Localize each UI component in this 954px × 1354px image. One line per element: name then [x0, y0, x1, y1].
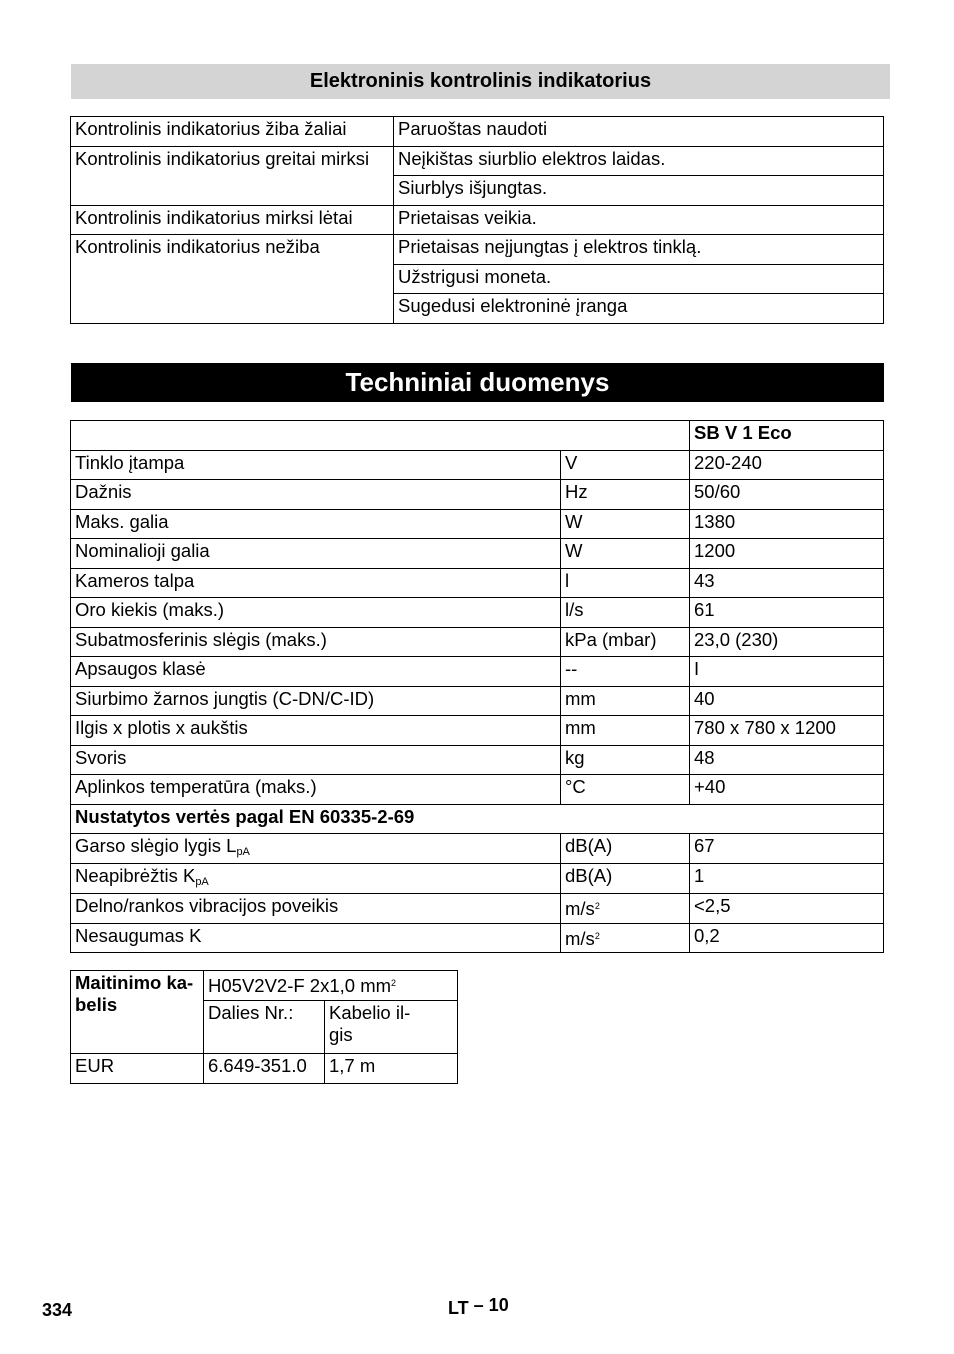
indicator-state: Kontrolinis indikatorius nežiba [71, 235, 394, 324]
indicator-meaning: Sugedusi elektroninė įranga [394, 294, 884, 324]
param-unit: W [561, 509, 690, 539]
param-name: Kameros talpa [71, 568, 561, 598]
part-number-header: Dalies Nr.: [204, 1001, 325, 1054]
table-row [71, 480, 884, 510]
tech-data-table [70, 420, 884, 953]
indicator-meaning: Užstrigusi moneta. [394, 264, 884, 294]
indicator-meaning: Siurblys išjungtas. [394, 176, 884, 206]
cable-region: EUR [71, 1054, 204, 1084]
tech-section-title: Techniniai duomenys [71, 363, 884, 402]
param-value: 0,2 [690, 923, 884, 953]
table-row [71, 235, 884, 265]
table-subheading-row [71, 804, 884, 834]
param-name: Aplinkos temperatūra (maks.) [71, 775, 561, 805]
param-unit: $m/s^2$ [561, 894, 690, 924]
param-unit: l [561, 568, 690, 598]
param-value: +40 [690, 775, 884, 805]
param-unit: Hz [561, 480, 690, 510]
param-value: I [690, 657, 884, 687]
param-unit: dB(A) [561, 834, 690, 864]
model-name: SB V 1 Eco [690, 421, 884, 451]
indicator-state: Kontrolinis indikatorius mirksi lėtai [71, 205, 394, 235]
param-name: Siurbimo žarnos jungtis (C-DN/C-ID) [71, 686, 561, 716]
en-standard-heading: Nustatytos vertės pagal EN 60335-2-69 [71, 804, 884, 834]
page-number: 334 [42, 1300, 73, 1320]
table-row [71, 117, 884, 147]
table-row [71, 539, 884, 569]
param-value: <2,5 [690, 894, 884, 924]
indicator-meaning: Neįkištas siurblio elektros laidas. [394, 146, 884, 176]
param-value: 1380 [690, 509, 884, 539]
indicator-state: Kontrolinis indikatorius žiba žaliai [71, 117, 394, 147]
table-header-row [71, 421, 884, 451]
table-row [71, 834, 884, 864]
table-row [71, 205, 884, 235]
table-row [71, 894, 884, 924]
param-unit: -- [561, 657, 690, 687]
indicator-meaning: Paruoštas naudoti [394, 117, 884, 147]
param-unit: W [561, 539, 690, 569]
param-name: Svoris [71, 745, 561, 775]
cable-type: H05V2V2-F 2x1,0 $mm^2$ [204, 971, 458, 1001]
param-name: Ilgis x plotis x aukštis [71, 716, 561, 746]
param-name: Garso slėgio lygis $L_{pA}$ [71, 834, 561, 864]
table-row [71, 971, 458, 1001]
param-name: Delno/rankos vibracijos poveikis [71, 894, 561, 924]
language-page-label: LT – 10 [448, 1295, 509, 1318]
param-value: 23,0 (230) [690, 627, 884, 657]
indicator-state: Kontrolinis indikatorius greitai mirksi [71, 146, 394, 205]
indicator-meaning: Prietaisas neįjungtas į elektros tinklą. [394, 235, 884, 265]
param-name: Nesaugumas K [71, 923, 561, 953]
cable-length-header: Kabelio il- gis [325, 1001, 458, 1054]
param-unit: kPa (mbar) [561, 627, 690, 657]
table-row [71, 509, 884, 539]
param-unit: °C [561, 775, 690, 805]
param-value: 50/60 [690, 480, 884, 510]
param-name: Apsaugos klasė [71, 657, 561, 687]
table-row [71, 745, 884, 775]
table-row [71, 864, 884, 894]
param-unit: l/s [561, 598, 690, 628]
indicator-meaning: Prietaisas veikia. [394, 205, 884, 235]
table-row [71, 598, 884, 628]
param-value: 780 x 780 x 1200 [690, 716, 884, 746]
power-cable-table [70, 970, 458, 1084]
param-value: 43 [690, 568, 884, 598]
param-value: 1200 [690, 539, 884, 569]
cable-label: Maitinimo ka- belis [71, 971, 204, 1054]
empty-header-cell [71, 421, 690, 451]
table-row [71, 627, 884, 657]
cable-part-number: 6.649-351.0 [204, 1054, 325, 1084]
param-unit: dB(A) [561, 864, 690, 894]
param-name: Subatmosferinis slėgis (maks.) [71, 627, 561, 657]
param-unit: mm [561, 686, 690, 716]
param-unit: kg [561, 745, 690, 775]
param-value: 61 [690, 598, 884, 628]
param-unit: V [561, 450, 690, 480]
param-name: Tinklo įtampa [71, 450, 561, 480]
param-name: Oro kiekis (maks.) [71, 598, 561, 628]
table-row [71, 146, 884, 176]
param-unit: mm [561, 716, 690, 746]
param-value: 220-240 [690, 450, 884, 480]
table-row [71, 686, 884, 716]
param-name: Dažnis [71, 480, 561, 510]
param-value: 1 [690, 864, 884, 894]
table-row [71, 1054, 458, 1084]
indicator-section-title: Elektroninis kontrolinis indikatorius [71, 64, 890, 99]
table-row [71, 775, 884, 805]
cable-length: 1,7 m [325, 1054, 458, 1084]
param-value: 48 [690, 745, 884, 775]
table-row [71, 568, 884, 598]
param-unit: $m/s^2$ [561, 923, 690, 953]
table-row [71, 657, 884, 687]
param-name: Nominalioji galia [71, 539, 561, 569]
table-row [71, 450, 884, 480]
param-value: 40 [690, 686, 884, 716]
param-name: Maks. galia [71, 509, 561, 539]
indicator-table [70, 116, 884, 324]
table-row [71, 923, 884, 953]
table-row [71, 716, 884, 746]
param-value: 67 [690, 834, 884, 864]
param-name: Neapibrėžtis $K_{pA}$ [71, 864, 561, 894]
